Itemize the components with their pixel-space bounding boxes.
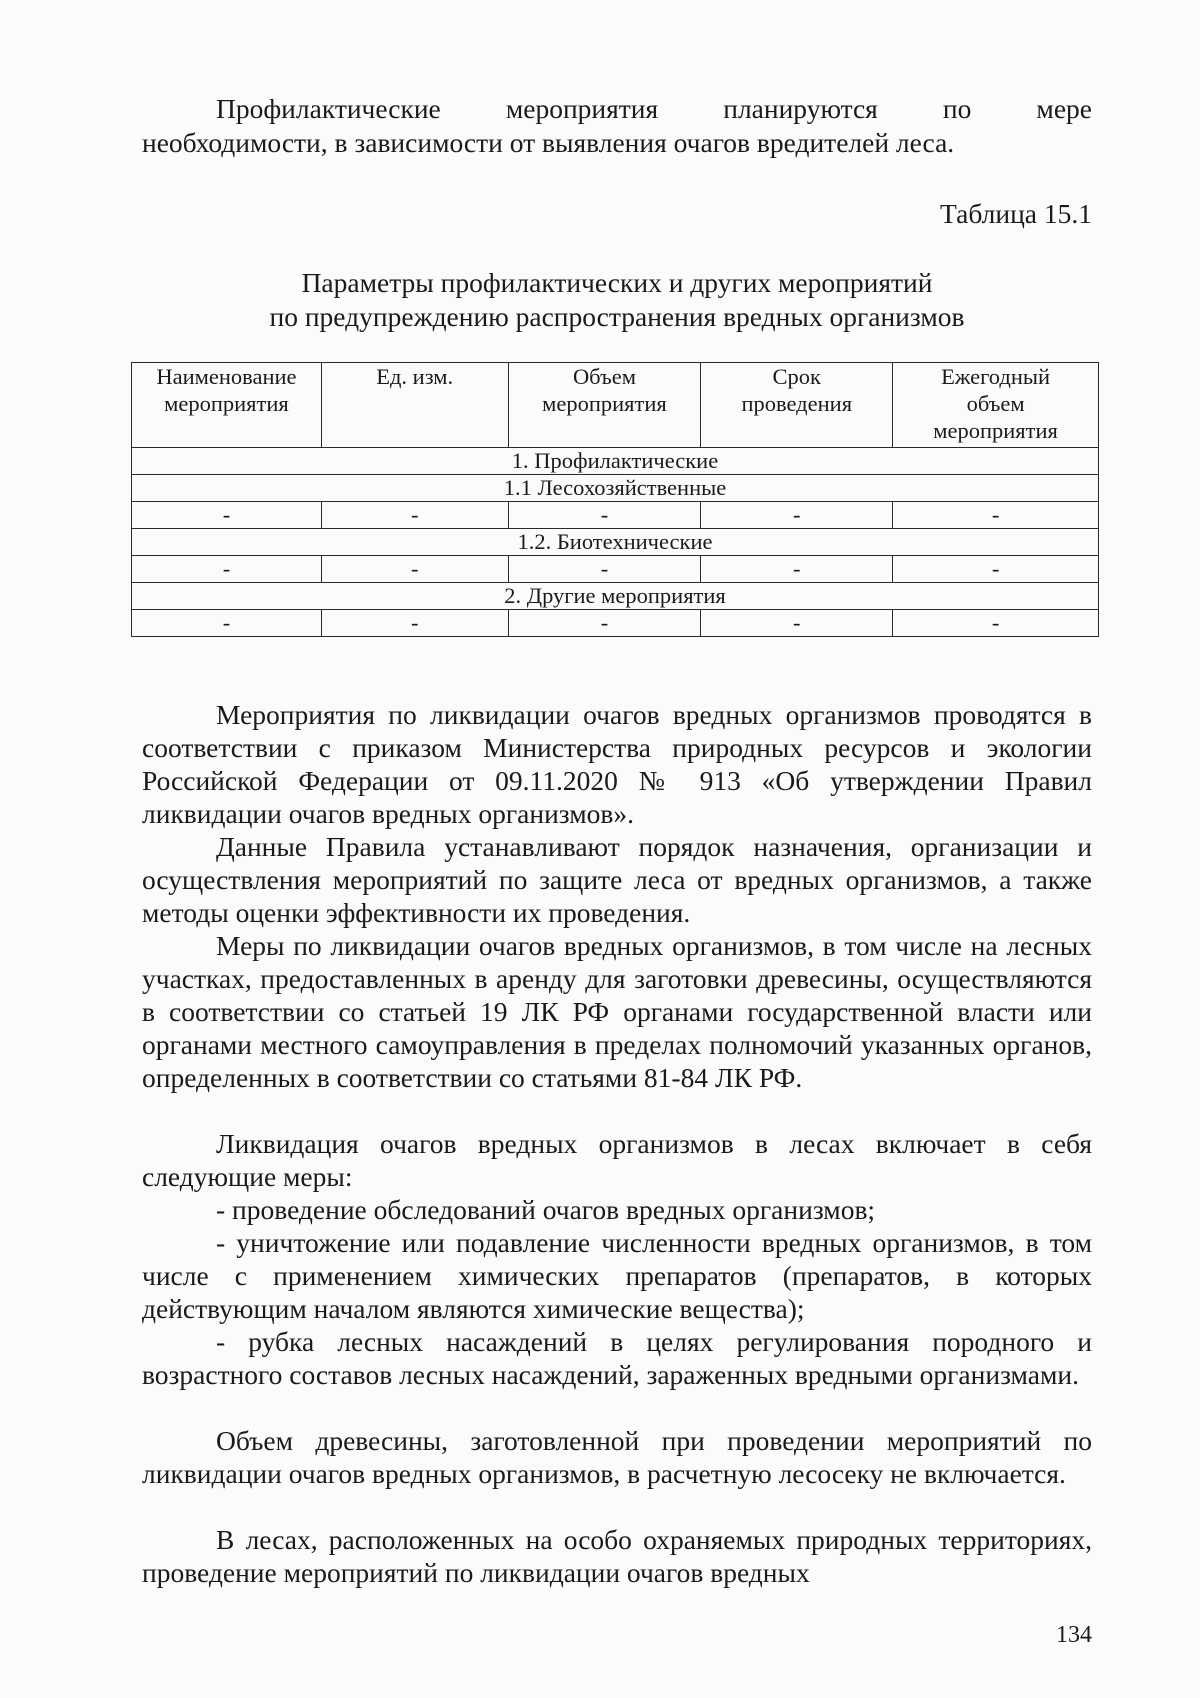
paragraph-order: Мероприятия по ликвидации очагов вредных организмов проводятся в соответствии с приказом Министерства природных ресурсов и экологии Российской Федерации от 09.11.2020 № 913 «Об утверждении Правил ликвидации очагов вредных организмов». bbox=[142, 699, 1092, 829]
header-unit: Ед. изм. bbox=[321, 363, 508, 448]
intro-line-1 bbox=[142, 92, 1092, 125]
header-term: Срок проведения bbox=[701, 363, 893, 448]
header-volume: Объем мероприятия bbox=[508, 363, 701, 448]
paragraph-measures: Меры по ликвидации очагов вредных организмов, в том числе на лесных участках, предоставленных в аренду для заготовки древесины, осуществляются в соответствии со статьей 19 ЛК РФ органами государственной власти или органами местного самоуправления в пределах полномочий указанных органов, определенных в соответствии со статьями 81-84 ЛК РФ. bbox=[142, 930, 1092, 1093]
intro-line-2: необходимости, в зависимости от выявления очагов вредителей леса. bbox=[142, 127, 955, 158]
paragraph-protected-areas: В лесах, расположенных на особо охраняемых природных территориях, проведение мероприятий по ликвидации очагов вредных bbox=[142, 1524, 1092, 1588]
paragraph-rules: Данные Правила устанавливают порядок назначения, организации и осуществления мероприятий по защите леса от вредных организмов, а также методы оценки эффективности их проведения. bbox=[142, 831, 1092, 928]
section-row: 1. Профилактические bbox=[132, 448, 1099, 475]
intro-line-1-text: Профилактические мероприятия планируются по мере bbox=[216, 93, 1092, 124]
list-item: - уничтожение или подавление численности вредных организмов, в том числе с применением химических препаратов (препаратов, в которых действующим началом являются химические вещества); bbox=[142, 1227, 1092, 1324]
table-row: - - - - - bbox=[132, 502, 1099, 529]
page-number: 134 bbox=[1056, 1622, 1092, 1648]
paragraph-wood-volume: Объем древесины, заготовленной при проведении мероприятий по ликвидации очагов вредных организмов, в расчетную лесосеку не включается. bbox=[142, 1425, 1092, 1489]
paragraph-liquidation: Ликвидация очагов вредных организмов в лесах включает в себя следующие меры: bbox=[142, 1128, 1092, 1192]
list-item: - проведение обследований очагов вредных организмов; bbox=[216, 1194, 876, 1225]
header-annual-volume: Ежегодный объем мероприятия bbox=[893, 363, 1099, 448]
list-item: - рубка лесных насаждений в целях регулирования породного и возрастного составов лесных насаждений, зараженных вредными организмами. bbox=[142, 1326, 1092, 1390]
table-title bbox=[142, 266, 1092, 334]
table-header-row bbox=[132, 363, 1099, 448]
section-row: 2. Другие мероприятия bbox=[132, 583, 1099, 610]
section-row: 1.2. Биотехнические bbox=[132, 529, 1099, 556]
table-title-line-1: Параметры профилактических и других мероприятий bbox=[301, 267, 933, 298]
header-name: Наименование мероприятия bbox=[132, 363, 322, 448]
table-row: - - - - - bbox=[132, 610, 1099, 637]
section-row: 1.1 Лесохозяйственные bbox=[132, 475, 1099, 502]
table-row: - - - - - bbox=[132, 556, 1099, 583]
table-caption: Таблица 15.1 bbox=[940, 198, 1092, 229]
table-title-line-2: по предупреждению распространения вредных организмов bbox=[269, 301, 965, 332]
parameters-table bbox=[131, 362, 1099, 637]
